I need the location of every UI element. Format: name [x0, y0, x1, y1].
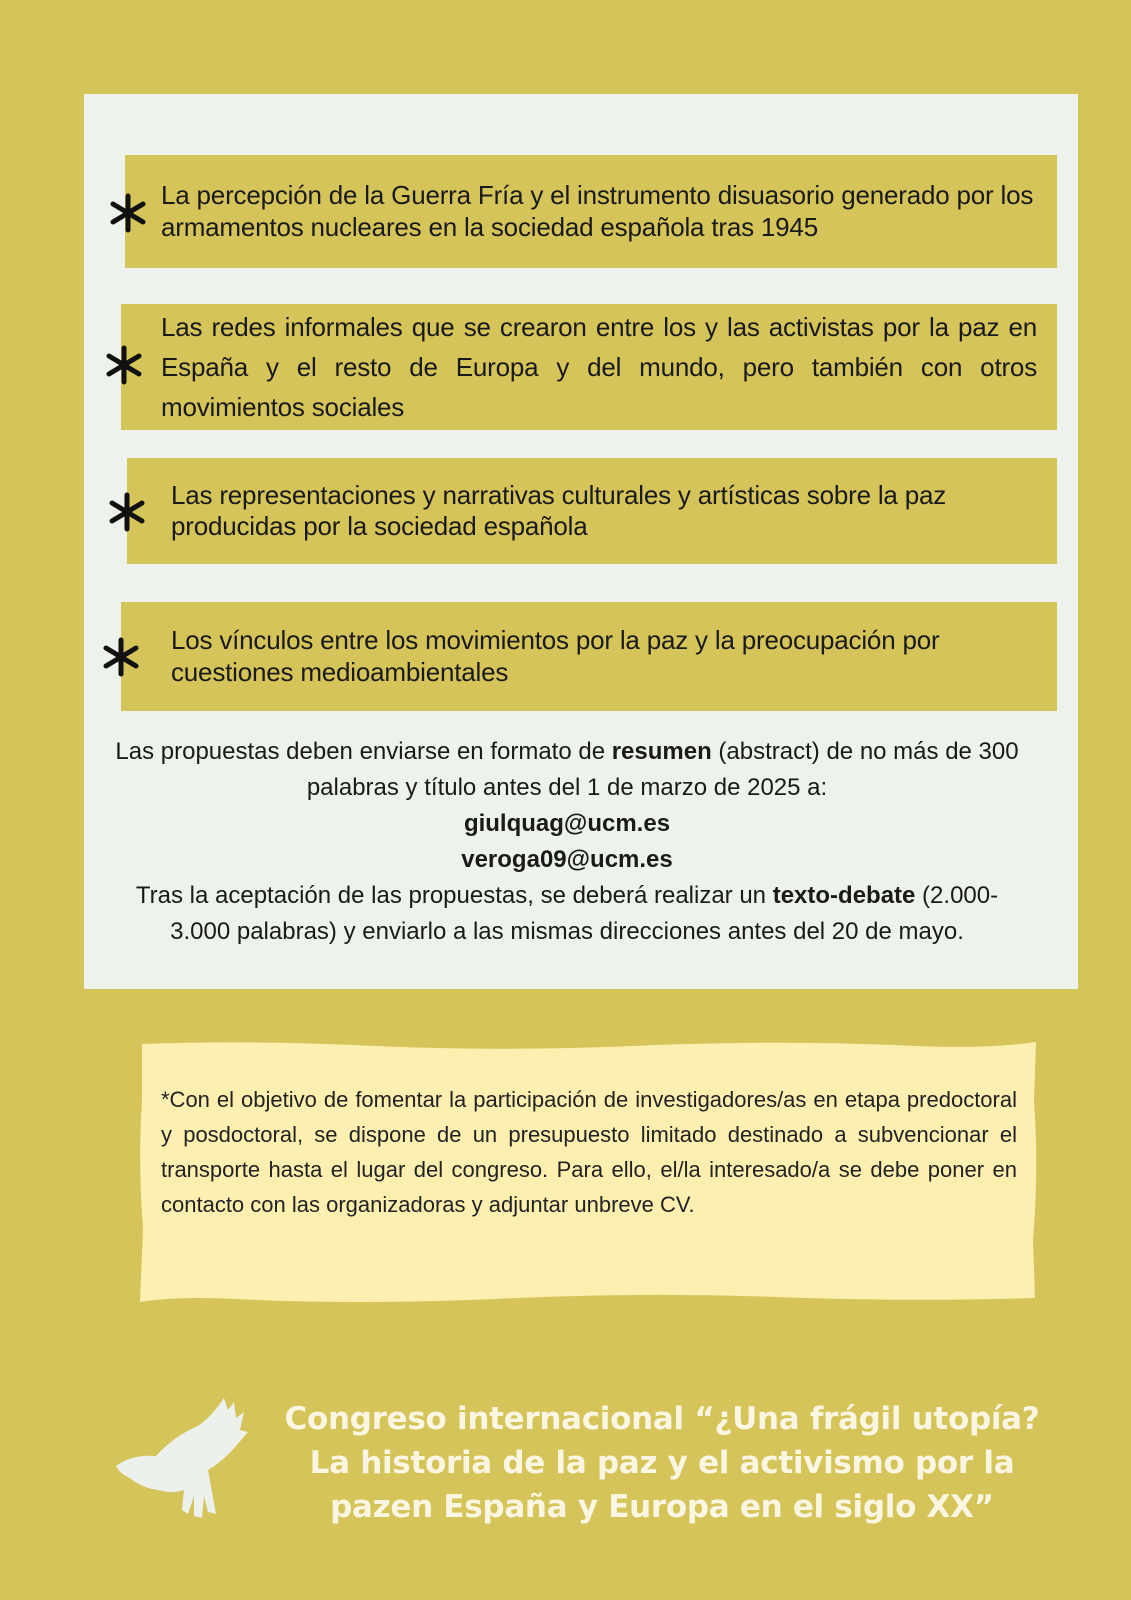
asterisk-icon [107, 492, 147, 532]
asterisk-icon [104, 345, 144, 385]
submission-instructions [108, 734, 1026, 950]
congress-title-line: Congreso internacional “¿Una frágil utopía? [284, 1401, 1040, 1437]
submission-text: (2.000-3.000 palabras) y enviarlo a las mismas direcciones antes del 20 de mayo. [170, 882, 999, 945]
asterisk-icon [108, 193, 148, 233]
congress-title-line: pazen España y Europa en el siglo XX” [330, 1489, 994, 1525]
asterisk-icon [101, 637, 141, 677]
funding-note [136, 1040, 1041, 1308]
topic-text: Las representaciones y narrativas culturales y artísticas sobre la paz producidas por la sociedad española [171, 479, 947, 541]
submission-text: (abstract) de no más de 300 palabras y título antes del 1 de marzo de 2025 a: [306, 738, 1019, 801]
note-text: *Con el objetivo de fomentar la participación de investigadores/as en etapa predoctoral y posdoctoral, se dispone de un presupuesto limitado destinado a subvencionar el transporte hasta el lugar del congreso. Para ello, el/la interesado/a se debe poner en contacto con las organizadoras y adjuntar unbreve CV. [161, 1087, 1017, 1217]
congress-title-line: La historia de la paz y el activismo por la [309, 1445, 1015, 1481]
topic-text: La percepción de la Guerra Fría y el instrumento disuasorio generado por los armamentos nucleares en la sociedad española tras 1945 [161, 180, 1034, 242]
dove-icon [112, 1396, 252, 1526]
submission-bold-abstract: resumen [611, 738, 712, 765]
topic-item [121, 602, 1057, 711]
topic-item [125, 155, 1057, 268]
topic-item [127, 458, 1057, 564]
topic-item [121, 304, 1057, 430]
submission-text: Tras la aceptación de las propuestas, se deberá realizar un [135, 882, 773, 909]
email-link[interactable]: giulquag@ucm.es [463, 810, 671, 837]
topic-text: Las redes informales que se crearon entre los y las activistas por la paz en España y el resto de Europa y del mundo, pero también con otros movimientos sociales [161, 312, 1037, 422]
congress-title [272, 1397, 1052, 1529]
submission-bold-debate: texto-debate [772, 882, 916, 909]
topic-text: Los vínculos entre los movimientos por la paz y la preocupación por cuestiones medioambientales [171, 625, 940, 687]
submission-text: Las propuestas deben enviarse en formato de [115, 738, 612, 765]
email-link[interactable]: veroga09@ucm.es [461, 846, 673, 873]
